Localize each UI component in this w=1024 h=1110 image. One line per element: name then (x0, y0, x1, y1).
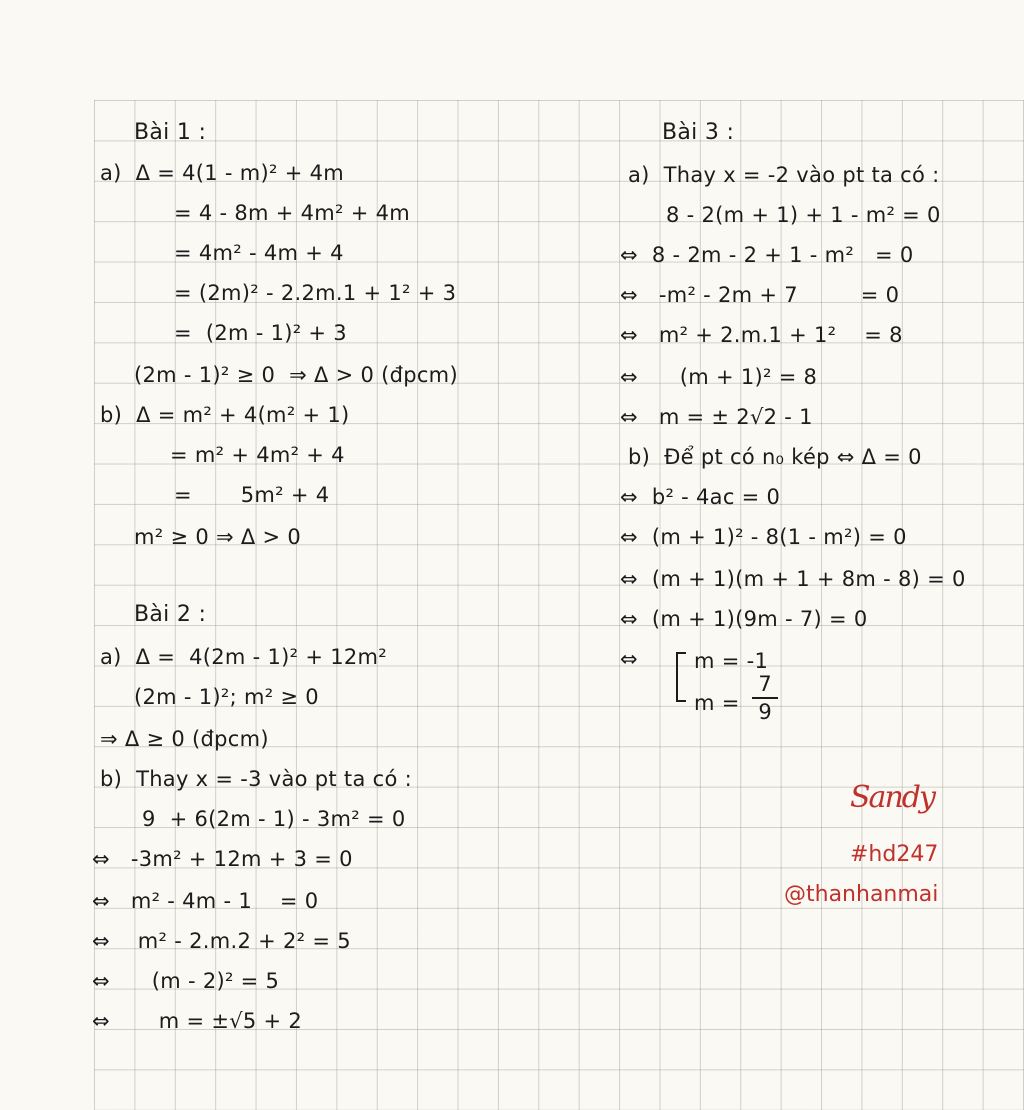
bai2-line: 9 + 6(2m - 1) - 3m² = 0 (142, 807, 406, 831)
bai1-line: = m² + 4m² + 4 (170, 443, 345, 467)
bai2-line: b) Thay x = -3 vào pt ta có : (100, 767, 412, 791)
bai3-line: 8 - 2(m + 1) + 1 - m² = 0 (666, 203, 941, 227)
bai1-line: = 5m² + 4 (174, 483, 330, 507)
bai1-line: (2m - 1)² ≥ 0 ⇒ Δ > 0 (đpcm) (134, 363, 458, 387)
bai2-line: ⇒ Δ ≥ 0 (đpcm) (100, 727, 269, 751)
signature-name: Sandy (850, 780, 934, 815)
bai2-line: a) Δ = 4(2m - 1)² + 12m² (100, 645, 388, 669)
bai1-line: = (2m)² - 2.2m.1 + 1² + 3 (174, 281, 457, 305)
bai3-line: ⇔ m² + 2.m.1 + 1² = 8 (620, 323, 903, 347)
bai3-line: ⇔ (m + 1)² - 8(1 - m²) = 0 (620, 525, 907, 549)
bai2-title: Bài 2 : (134, 602, 207, 627)
bai2-line: ⇔ (m - 2)² = 5 (92, 969, 280, 993)
bai3-line: ⇔ b² - 4ac = 0 (620, 485, 781, 509)
bai3-line: ⇔ (m + 1)(9m - 7) = 0 (620, 607, 868, 631)
top-margin (0, 0, 1024, 100)
bai3-title: Bài 3 : (662, 120, 735, 145)
bai3-line: ⇔ m = ± 2√2 - 1 (620, 405, 813, 429)
bai3-line: ⇔ (m + 1)(m + 1 + 8m - 8) = 0 (620, 567, 966, 591)
bai2-line: (2m - 1)²; m² ≥ 0 (134, 685, 319, 709)
bai2-line: ⇔ m² - 4m - 1 = 0 (92, 889, 319, 913)
bai2-line: ⇔ m² - 2.m.2 + 2² = 5 (92, 929, 351, 953)
bai1-line: = (2m - 1)² + 3 (174, 321, 347, 345)
bai3-line: ⇔ -m² - 2m + 7 = 0 (620, 283, 900, 307)
signature-hashtag: #hd247 (850, 842, 939, 867)
case-1: m = -1 (694, 649, 769, 673)
bai3-line: ⇔ (m + 1)² = 8 (620, 365, 818, 389)
case-bracket (676, 652, 686, 702)
bai1-title: Bài 1 : (134, 120, 207, 145)
bai1-line: = 4m² - 4m + 4 (174, 241, 344, 265)
fraction-denominator: 9 (758, 700, 772, 724)
bai1-line: a) Δ = 4(1 - m)² + 4m (100, 161, 344, 185)
signature-handle: @thanhanmai (784, 882, 939, 907)
case-2: m = (694, 691, 740, 715)
bai3-line: a) Thay x = -2 vào pt ta có : (628, 163, 940, 187)
left-margin (0, 100, 94, 1110)
bai1-line: b) Δ = m² + 4(m² + 1) (100, 403, 350, 427)
bai1-line: m² ≥ 0 ⇒ Δ > 0 (134, 525, 302, 549)
fraction-numerator: 7 (758, 672, 772, 696)
bai3-line: b) Để pt có n₀ kép ⇔ Δ = 0 (628, 445, 922, 469)
bai3-line: ⇔ (620, 647, 638, 671)
fraction (752, 672, 778, 724)
bai1-line: = 4 - 8m + 4m² + 4m (174, 201, 411, 225)
fraction-bar (752, 697, 778, 699)
bai2-line: ⇔ -3m² + 12m + 3 = 0 (92, 847, 353, 871)
bai3-line: ⇔ 8 - 2m - 2 + 1 - m² = 0 (620, 243, 914, 267)
bai2-line: ⇔ m = ±√5 + 2 (92, 1009, 303, 1033)
